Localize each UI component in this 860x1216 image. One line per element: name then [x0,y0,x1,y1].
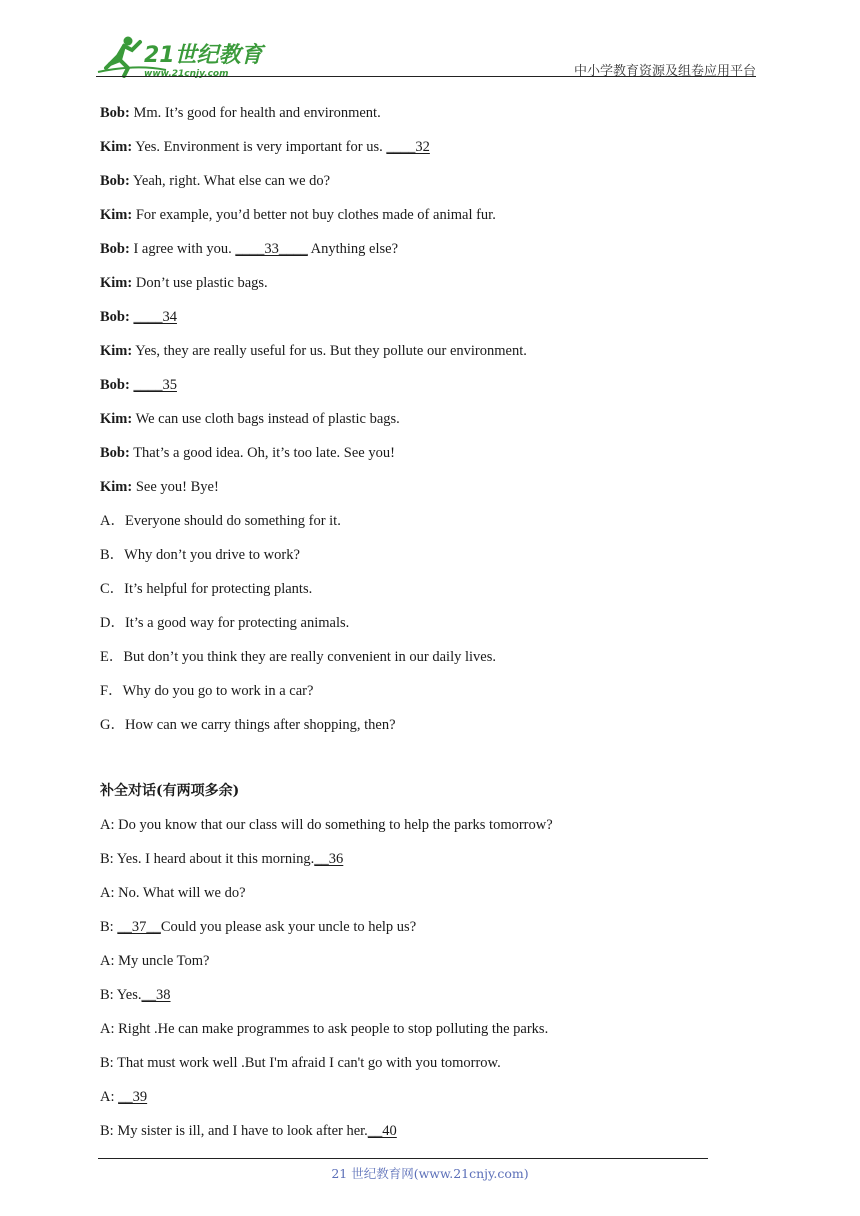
line-text: Yeah, right. What else can we do? [129,173,331,189]
speaker: Bob: [100,377,130,393]
dialogue-line [100,478,219,496]
option-g: G．How can we carry things after shopping, then? [100,717,396,733]
line-text: I agree with you. [129,241,236,257]
line-text: That’s a good idea. Oh, it’s too late. See you! [129,445,395,461]
speaker: Kim: [100,411,133,427]
dialogue-line [100,816,553,834]
dialogue-line [100,850,343,868]
dialogue-line [100,884,246,902]
answer-blank-40: __40 [367,1123,397,1139]
line-text: Mm. It’s good for health and environment. [129,105,381,121]
dialogue-line [100,952,209,970]
speaker: Bob: [100,309,130,325]
answer-blank-36: __36 [314,851,344,867]
line-text: Don’t use plastic bags. [132,275,268,291]
speaker: Kim: [100,139,133,155]
option-e: E．But don’t you think they are really convenient in our daily lives. [100,649,496,665]
line-text: A: No. What will we do? [100,885,246,901]
speaker: Bob: [100,241,130,257]
line-text: A: My uncle Tom? [100,953,210,969]
line-text: For example, you’d better not buy clothes made of animal fur. [132,207,496,223]
line-text: Anything else? [307,241,399,257]
dialogue-line [100,986,171,1004]
line-text: We can use cloth bags instead of plastic bags. [132,411,400,427]
dialogue-line [100,376,177,394]
site-logo [96,34,266,78]
speaker: Bob: [100,445,130,461]
line-text: Yes, they are really useful for us. But they pollute our environment. [132,343,527,359]
line-text: B: Yes. I heard about it this morning. [100,851,315,867]
runner-logo-icon [96,34,266,78]
option-f: F．Why do you go to work in a car? [100,683,314,699]
logo-url: www.21cnjy.com [144,69,229,78]
header-divider [96,76,756,77]
dialogue-line [100,1088,147,1106]
option-d: D．It’s a good way for protecting animals. [100,615,350,631]
line-text: A: Right .He can make programmes to ask people to stop polluting the parks. [100,1021,549,1037]
line-text: A: Do you know that our class will do something to help the parks tomorrow? [100,817,553,833]
speaker: Kim: [100,275,133,291]
line-text: B: Yes. [100,987,142,1003]
answer-blank-33: ____33____ [235,241,308,257]
line-text: See you! Bye! [132,479,219,495]
dialogue-line [100,342,527,360]
speaker: Kim: [100,479,133,495]
dialogue-line [100,1020,548,1038]
option-c: C．It’s helpful for protecting plants. [100,581,313,597]
dialogue-line [100,206,496,224]
answer-blank-39: __39 [118,1089,148,1105]
option-a: A．Everyone should do something for it. [100,513,341,529]
answer-blank-38: __38 [141,987,171,1003]
speaker: Bob: [100,173,130,189]
line-text: B: That must work well .But I'm afraid I can't go with you tomorrow. [100,1055,501,1071]
answer-blank-34: ____34 [133,309,177,325]
dialogue-line [100,104,381,122]
section-heading: 补全对话(有两项多余) [100,783,240,799]
answer-blank-32: ____32 [386,139,430,155]
logo-text: 21世纪教育 [144,43,263,68]
line-text: Yes. Environment is very important for us. [132,139,387,155]
dialogue-line [100,1054,501,1072]
option-b: B．Why don’t you drive to work? [100,547,300,563]
line-text: Could you please ask your uncle to help us? [160,919,417,935]
answer-blank-35: ____35 [133,377,177,393]
dialogue-line [100,1122,397,1140]
dialogue-line [100,308,177,326]
dialogue-line [100,410,400,428]
dialogue-line [100,918,416,936]
dialogue-line [100,240,398,258]
page-footer: 21 世纪教育网(www.21cnjy.com) [331,1166,529,1181]
platform-title: 中小学教育资源及组卷应用平台 [573,64,756,79]
dialogue-line [100,138,430,156]
line-text: B: [100,919,118,935]
answer-blank-37: __37__ [117,919,161,935]
page-header [96,30,756,78]
dialogue-line [100,444,395,462]
speaker: Bob: [100,105,130,121]
line-text: A: [100,1089,119,1105]
speaker: Kim: [100,207,133,223]
dialogue-line [100,274,268,292]
dialogue-line [100,172,330,190]
speaker: Kim: [100,343,133,359]
line-text: B: My sister is ill, and I have to look after her. [100,1123,368,1139]
footer-divider [98,1158,708,1159]
